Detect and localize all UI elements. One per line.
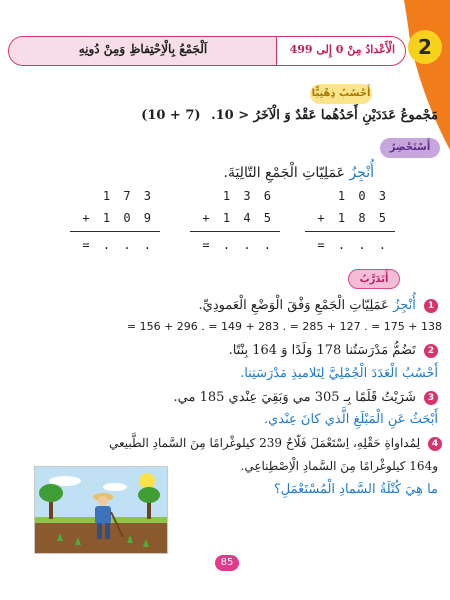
- exercise-2-number: 2: [424, 344, 438, 358]
- unit-range-title: الْأَعْدادُ مِنْ 0 إِلى 499: [289, 43, 395, 56]
- exercise-3-number: 3: [424, 391, 438, 405]
- unit-number-badge: 2: [408, 30, 442, 64]
- header-bar: [8, 36, 406, 66]
- exercise-1: [199, 298, 438, 313]
- sum-2-result: = . . .: [202, 238, 274, 252]
- page-number: 85: [215, 555, 239, 571]
- column-sum-3: [305, 185, 395, 255]
- exercise-1-text: عَمَلِيّاتِ الْجَمْعِ وَفْقَ الْوَضْعِ الْعَمودِيِّ.: [198, 298, 389, 313]
- recall-verb: أُنْجِزُ: [349, 165, 374, 181]
- exercise-3: [174, 390, 438, 405]
- sum-2-top: 1 3 6: [222, 189, 274, 203]
- exercise-4-question: ما هِيَ كُتْلَةُ السَّمادِ الْمُسْتَعْمَلِ؟: [273, 482, 438, 497]
- sum-2-line: [190, 231, 280, 232]
- corner-decoration: [404, 0, 450, 150]
- sum-1-result: = . . .: [82, 238, 154, 252]
- exercise-3-question: أَبْحَثُ عَنِ الْمَبْلَغِ الَّذي كانَ عِنْدي.: [263, 412, 438, 427]
- exercise-2: [229, 343, 438, 358]
- column-sum-2: [190, 185, 280, 255]
- recall-instruction: [224, 165, 375, 181]
- sum-1-bottom: + 1 0 9: [82, 211, 154, 225]
- farmer-scene-icon: [35, 467, 168, 554]
- exercise-1-verb: أُنْجِزُ: [393, 298, 416, 313]
- sum-2-bottom: + 1 4 5: [202, 211, 274, 225]
- exercise-1-sums: = 156 + 296 . = 149 + 283 . = 285 + 127 . = 175 + 138: [126, 320, 442, 333]
- recall-badge: أَسْتَحْضِرُ: [380, 138, 440, 158]
- mental-calc-statement: مَجْموعُ عَدَدَيْنِ أَحَدُهُما عَقْدٌ وَ الْآخَرُ < 10.: [211, 108, 438, 123]
- exercise-4-number: 4: [428, 437, 442, 451]
- sum-1-line: [70, 231, 160, 232]
- practice-badge: أَتَدَرَّبُ: [348, 269, 400, 289]
- mental-calc-badge: أَحْسُبُ ذِهْنِيًّا: [310, 84, 372, 104]
- sum-3-line: [305, 231, 395, 232]
- exercise-1-number: 1: [424, 299, 438, 313]
- sum-1-top: 1 7 3: [102, 189, 154, 203]
- exercise-4-line2: و164 كيلوغْرامًا مِنَ السَّمادِ الْاِصْطِناعِي.: [240, 459, 438, 473]
- sum-3-top: 1 0 3: [337, 189, 389, 203]
- column-sum-1: [70, 185, 160, 255]
- exercise-2-text: تَضُمُّ مَدْرَسَتُنا 178 وَلَدًا وَ 164 بِنْتًا.: [228, 343, 416, 358]
- lesson-title: اَلْجَمْعُ بِالْاِحْتِفاظِ وَمِنْ دُونِهِ: [78, 42, 208, 56]
- recall-text: عَمَلِيّاتِ الْجَمْعِ التّالِيَةَ.: [223, 165, 345, 181]
- mental-calc-text: [141, 108, 438, 123]
- sum-3-bottom: + 1 8 5: [317, 211, 389, 225]
- exercise-4: [109, 436, 442, 451]
- exercise-4-line1: لِمُداواةِ حَقْلِهِ، اِسْتَعْمَلَ فَلّاحٌ 239 كيلوغْرامًا مِنَ السَّمادِ الطَّبيعي: [108, 436, 421, 450]
- exercise-3-text: شَرَيْتُ قَلَمًا بِـ 305 مي وَبَقِيَ عِنْدي 185 مي.: [173, 390, 416, 405]
- farmer-illustration: [34, 466, 168, 554]
- sum-3-result: = . . .: [317, 238, 389, 252]
- exercise-2-question: أَحْسُبُ الْعَدَدَ الْجُمْلِيَّ لِتَلاميذِ مَدْرَسَتِنا.: [240, 366, 438, 381]
- mental-calc-example: (7 + 10): [141, 108, 201, 123]
